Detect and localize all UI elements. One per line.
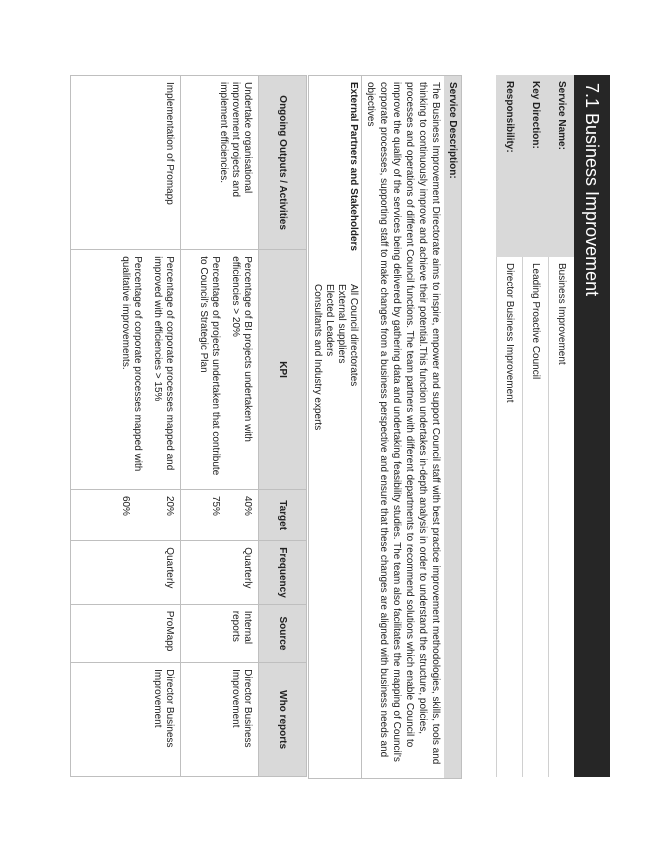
who-reports-cell: Director Business Improvement: [181, 663, 259, 777]
target-cell: [71, 489, 181, 540]
partner-item: External suppliers: [336, 284, 347, 364]
header-who-reports: Who reports: [259, 663, 307, 777]
kpi-header-row: [259, 76, 307, 777]
service-description-label: Service Description:: [444, 76, 461, 778]
partner-item: Elected Leaders: [324, 284, 335, 357]
partners-list: [309, 278, 361, 436]
header-kpi: KPI: [259, 250, 307, 490]
info-value: Director Business Improvement: [497, 257, 523, 777]
target-value: 60%: [120, 495, 131, 516]
who-reports-cell: Director Business Improvement: [71, 663, 181, 777]
kpi-cell: [181, 250, 259, 490]
info-value: Business Improvement: [549, 257, 575, 777]
frequency-cell: Quarterly: [71, 541, 181, 604]
service-description-box: [308, 75, 462, 779]
info-label: Responsibility:: [497, 75, 523, 257]
partners-label: External Partners and Stakeholders: [348, 82, 359, 251]
table-row: [181, 76, 259, 777]
section-title: 7.1 Business Improvement: [574, 75, 610, 777]
info-row: [497, 75, 523, 777]
frequency-cell: Quarterly: [181, 541, 259, 604]
partners-row: [309, 76, 362, 778]
info-row: [549, 75, 575, 777]
kpi-cell: [71, 250, 181, 490]
info-label: Service Name:: [549, 75, 575, 257]
info-row: [523, 75, 549, 777]
header-target: Target: [259, 489, 307, 540]
target-value: 75%: [210, 495, 221, 516]
table-row: [71, 76, 181, 777]
source-cell: ProMapp: [71, 604, 181, 662]
info-value: Leading Proactive Council: [523, 257, 549, 777]
info-label: Key Direction:: [523, 75, 549, 257]
kpi-table: [70, 75, 307, 777]
kpi-item: Percentage of BI projects undertaken with efficiencies > 20%: [230, 256, 253, 442]
source-cell: Internal reports: [181, 604, 259, 662]
activity-cell: Undertake organisational improvement projects and implement efficiencies.: [181, 76, 259, 250]
header-source: Source: [259, 604, 307, 662]
kpi-item: Percentage of corporate processes mapped with qualitative improvements.: [120, 256, 143, 472]
target-value: 40%: [242, 495, 253, 516]
partner-item: All Council directorates: [348, 284, 359, 387]
service-info-table: [496, 75, 574, 777]
target-cell: [181, 489, 259, 540]
partner-item: Consultants and Industry experts: [312, 284, 323, 431]
kpi-item: Percentage of projects undertaken that contribute to Council's Strategic Plan: [198, 256, 221, 476]
target-value: 20%: [164, 495, 175, 516]
activity-cell: Implementation of Promapp: [71, 76, 181, 250]
service-description-text: The Business Improvement Directorate aims to inspire, empower and support Council staff with best practice improvement methodologies, skills, tools and thinking to continuously improve and achieve their potential.This function undertakes in-depth analysis in order to understand the structure, policies, processes and operations of different Council functions. The team partners with different departments to recommend solutions which enable Council to improve the quality of the services being delivered by gathering data and undertaking feasibility studies. The team also facilitates the mapping of Council's corporate processes, supporting staff to make changes from a business perspective and ensure that these changes are aligned with business needs and objectives: [365, 82, 441, 765]
kpi-item: Percentage of corporate processes mapped and improved with efficiencies > 15%: [152, 256, 175, 471]
header-activities: Ongoing Outputs / Activities: [259, 76, 307, 250]
header-frequency: Frequency: [259, 541, 307, 604]
